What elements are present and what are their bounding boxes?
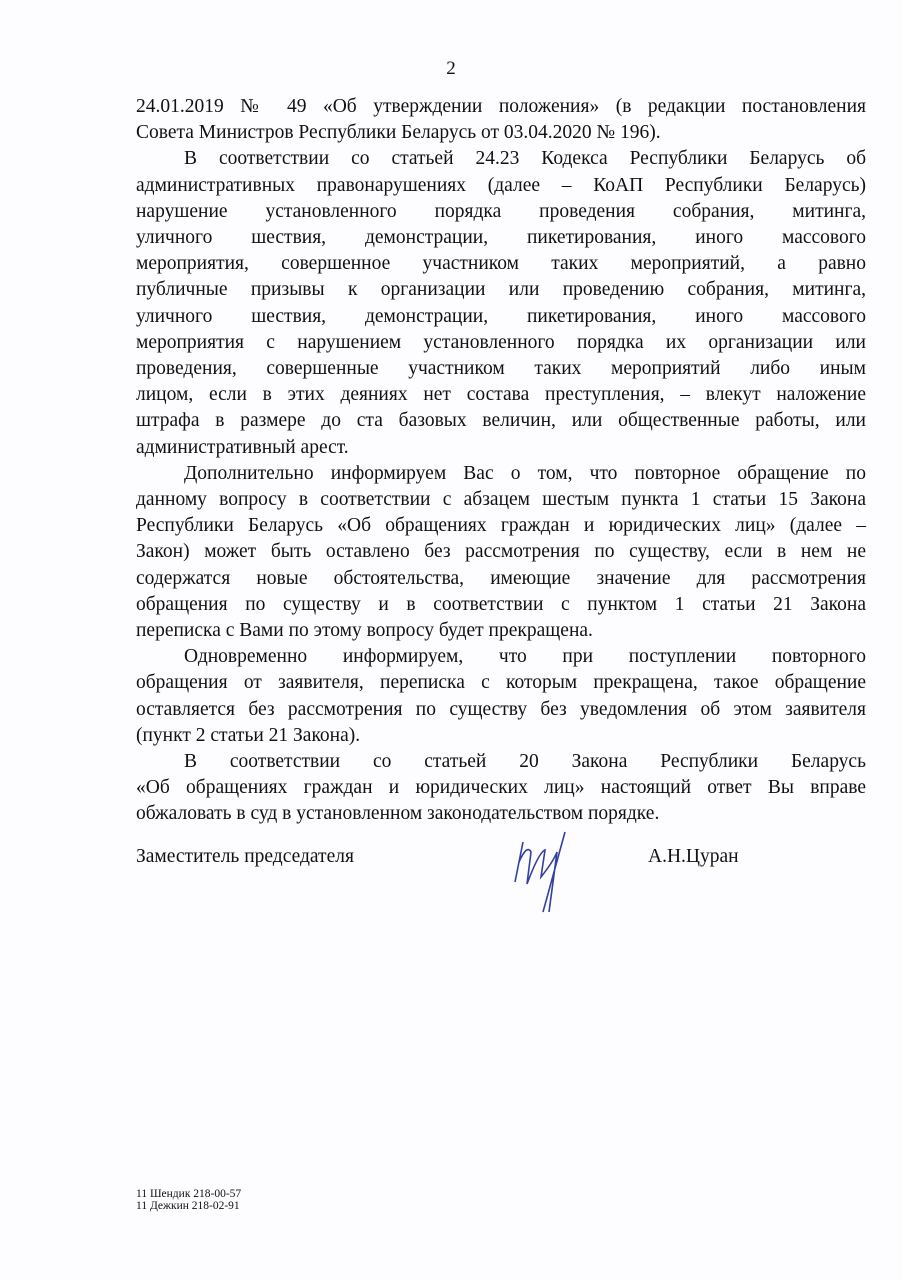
text-line: административный арест.	[136, 436, 349, 458]
text-line: Закон) может быть оставлено без рассмотрения по существу, если в нем не	[136, 541, 866, 563]
text-line: Одновременно информируем, что при поступлении повторного	[184, 646, 866, 668]
paragraph	[136, 94, 866, 146]
text-line: штрафа в размере до ста базовых величин, или общественные работы, или	[136, 410, 866, 432]
letter-body	[136, 94, 866, 828]
text-line: лицом, если в этих деяниях нет состава преступления, – влекут наложение	[136, 384, 866, 406]
text-line: Республики Беларусь «Об обращениях граждан и юридических лиц» (далее –	[136, 515, 866, 537]
paragraph	[136, 644, 866, 749]
text-line: проведения, совершенные участником таких мероприятий либо иным	[136, 358, 866, 380]
text-line: мероприятия с нарушением установленного порядка их организации или	[136, 331, 866, 353]
text-line: оставляется без рассмотрения по существу без уведомления об этом заявителя	[136, 698, 866, 720]
paragraph	[136, 749, 866, 828]
contact-line: 11 Дежкин 218-02-91	[136, 1200, 240, 1212]
page-number: 2	[446, 58, 456, 79]
text-line: «Об обращениях граждан и юридических лиц» настоящий ответ Вы вправе	[136, 777, 866, 799]
text-line: содержатся новые обстоятельства, имеющие значение для рассмотрения	[136, 567, 866, 589]
text-line: В соответствии со статьей 20 Закона Республики Беларусь	[184, 751, 866, 773]
footer-contacts	[136, 1188, 241, 1212]
text-line: данному вопросу в соответствии с абзацем шестым пункта 1 статьи 15 Закона	[136, 489, 866, 511]
text-line: публичные призывы к организации или проведению собрания, митинга,	[136, 279, 866, 301]
text-line: обращения от заявителя, переписка с которым прекращена, такое обращение	[136, 672, 866, 694]
signatory-name: А.Н.Цуран	[648, 846, 739, 867]
text-line: Дополнительно информируем Вас о том, что повторное обращение по	[184, 462, 866, 484]
text-line: (пункт 2 статьи 21 Закона).	[136, 724, 361, 746]
handwritten-signature	[505, 822, 605, 922]
text-line: уличного шествия, демонстрации, пикетирования, иного массового	[136, 227, 866, 249]
paragraph	[136, 461, 866, 644]
text-line: В соответствии со статьей 24.23 Кодекса Республики Беларусь об	[184, 148, 866, 170]
paragraph	[136, 146, 866, 460]
text-line: уличного шествия, демонстрации, пикетирования, иного массового	[136, 305, 866, 327]
text-line: Совета Министров Республики Беларусь от 03.04.2020 № 196).	[136, 122, 661, 144]
text-line: 24.01.2019 № 49 «Об утверждении положения» (в редакции постановления	[136, 96, 866, 117]
text-line: административных правонарушениях (далее – КоАП Республики Беларусь)	[136, 174, 866, 196]
text-line: мероприятия, совершенное участником таких мероприятий, а равно	[136, 253, 866, 275]
contact-line: 11 Шендик 218-00-57	[136, 1188, 242, 1200]
signatory-position: Заместитель председателя	[136, 846, 354, 867]
text-line: обжаловать в суд в установленном законодательством порядке.	[136, 803, 660, 825]
text-line: нарушение установленного порядка проведения собрания, митинга,	[136, 200, 866, 222]
text-line: переписка с Вами по этому вопросу будет прекращена.	[136, 620, 593, 642]
text-line: обращения по существу и в соответствии с пунктом 1 статьи 21 Закона	[136, 593, 866, 615]
